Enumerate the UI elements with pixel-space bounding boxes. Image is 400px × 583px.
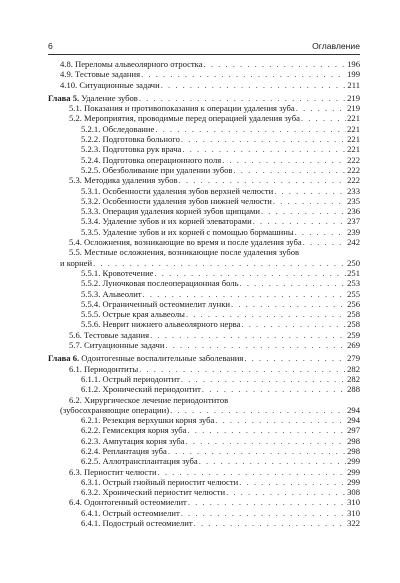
toc-entry-title <box>69 237 302 247</box>
toc-entry[interactable] <box>48 80 360 90</box>
toc-entry[interactable] <box>48 467 360 477</box>
toc-page-number: 299 <box>347 466 360 477</box>
toc-entry-text: 5.2.1. Обследование <box>81 123 155 134</box>
toc-entry-title <box>69 330 149 340</box>
toc-entry[interactable] <box>48 425 360 435</box>
toc-page-number: 298 <box>347 445 360 456</box>
toc-entry[interactable] <box>48 155 360 165</box>
toc-page-number: 222 <box>347 164 360 175</box>
toc-entry-text: 6.3.1. Острый гнойный периостит челюсти <box>81 476 239 487</box>
toc-entry-text: 6.1.2. Хронический периодонтит <box>81 384 201 395</box>
toc-page-number: 269 <box>347 340 360 351</box>
dot-leader <box>181 374 346 384</box>
dot-leader <box>143 289 347 299</box>
toc-entry-text: 6.4. Одонтогенный остеомиелит <box>69 497 187 508</box>
toc-entry[interactable] <box>48 278 360 288</box>
toc-entry[interactable] <box>48 364 360 374</box>
dot-leader <box>261 206 346 216</box>
toc-page-number: 258 <box>347 319 360 330</box>
dot-leader <box>186 436 346 446</box>
toc-entry-text: 6.2.4. Реплантация зуба <box>81 445 167 456</box>
toc-entry-title <box>60 405 169 415</box>
toc-entry-text: 5.3.5. Удаление зубов и их корней с помощью бормашины <box>81 226 294 237</box>
dot-leader <box>204 59 347 69</box>
toc-entry[interactable] <box>48 299 360 309</box>
toc-entry-text: 5.5.6. Неврит нижнего альвеолярного нерва <box>81 319 241 330</box>
toc-entry-text: 6.4.1. Подострый остеомиелит <box>81 518 193 529</box>
toc-page-number: 288 <box>347 384 360 395</box>
toc-entry[interactable] <box>48 330 360 340</box>
toc-entry-title <box>81 319 240 329</box>
toc-page-number: 222 <box>347 154 360 165</box>
dot-leader <box>226 487 346 497</box>
toc-entry-text: 5.3.2. Особенности удаления зубов нижней челюсти <box>81 195 272 206</box>
toc-entry-text: 4.10. Ситуационные задачи <box>60 79 160 90</box>
toc-entry-text: 5.5.2. Луночковая послеоперационная боль <box>81 278 239 289</box>
toc-page-number: 298 <box>347 435 360 446</box>
dot-leader <box>141 69 346 79</box>
toc-entry-text: 5.1. Показания и противопоказания к операции удаления зуба <box>69 103 295 114</box>
toc-entry[interactable] <box>48 175 360 185</box>
toc-entry[interactable] <box>48 374 360 384</box>
toc-page-number: 239 <box>347 226 360 237</box>
toc-entry[interactable] <box>48 508 360 518</box>
toc-entry-title <box>69 247 299 257</box>
toc-entry-title <box>69 175 178 185</box>
toc-entry-title <box>60 80 160 90</box>
chapter-label: Глава 6. <box>48 353 80 364</box>
dot-leader <box>303 237 346 247</box>
toc-entry-title <box>48 353 243 363</box>
toc-page-number: 282 <box>347 363 360 374</box>
toc-entry-title <box>69 103 295 113</box>
toc-entry-text: 5.5. Местные осложнения, возникающие после удаления зубов <box>69 247 300 258</box>
dot-leader <box>253 216 346 226</box>
toc-entry-text: 6.2.3. Ампутация корня зуба <box>81 435 185 446</box>
running-header <box>48 40 360 55</box>
toc-entry[interactable] <box>48 487 360 497</box>
toc-entry[interactable] <box>48 309 360 319</box>
toc-entry[interactable] <box>48 69 360 79</box>
toc-entry[interactable] <box>48 436 360 446</box>
toc-entry-title <box>69 467 157 477</box>
toc-entry[interactable] <box>48 405 360 415</box>
toc-entry-title <box>81 216 252 226</box>
toc-entry[interactable] <box>48 518 360 528</box>
toc-entry-text: 5.5.4. Ограниченный остеомиелит лунки <box>81 298 231 309</box>
dot-leader <box>181 508 346 518</box>
toc-entry-text: 6.2.2. Гемисекция корня зуба <box>81 425 187 436</box>
toc-page-number: 251 <box>347 267 360 278</box>
toc-page-number: 221 <box>347 134 360 145</box>
toc-entry-text: 6.1. Периодонтиты <box>69 363 139 374</box>
toc-entry[interactable] <box>48 247 360 257</box>
toc-page-number: 219 <box>347 92 360 103</box>
toc-entry-title <box>81 309 185 319</box>
dot-leader <box>295 227 347 237</box>
toc-page-number: 256 <box>347 298 360 309</box>
dot-leader <box>202 384 346 394</box>
toc-entry-text: 5.5.1. Кровотечение <box>81 267 154 278</box>
toc-entry-title <box>81 508 180 518</box>
dot-leader <box>301 113 346 123</box>
toc-entry[interactable] <box>48 415 360 425</box>
toc-entry-title <box>81 374 180 384</box>
toc-page-number: 237 <box>347 216 360 227</box>
dot-leader <box>93 258 346 268</box>
running-title: Оглавление <box>312 41 360 51</box>
toc-entry-title <box>81 206 260 216</box>
toc-page-number: 221 <box>347 113 360 124</box>
toc-entry-text: и корней <box>60 257 93 268</box>
toc-page-number: 294 <box>347 415 360 426</box>
toc-entry-title <box>81 299 230 309</box>
toc-entry-title <box>81 518 193 528</box>
toc-entry-text: 6.2.5. Аллотрансплантация зуба <box>81 456 198 467</box>
dot-leader <box>233 165 346 175</box>
dot-leader <box>155 268 347 278</box>
toc-entry[interactable] <box>48 258 360 268</box>
toc-entry[interactable] <box>48 319 360 329</box>
toc-entry-title <box>81 384 201 394</box>
toc-entry-text: 6.3.2. Хронический периостит челюсти <box>81 487 226 498</box>
dot-leader <box>165 340 346 350</box>
toc-page-number: 222 <box>347 175 360 186</box>
toc-entry-title <box>81 278 239 288</box>
toc-entry-text: 5.5.5. Острые края альвеолы <box>81 309 185 320</box>
toc-entry-title <box>81 425 186 435</box>
toc-chapter-entry[interactable] <box>48 353 360 363</box>
dot-leader <box>186 309 346 319</box>
toc-entry-title <box>81 446 167 456</box>
toc-entry-text: 5.3. Методика удаления зубов <box>69 175 178 186</box>
toc-entry-text: 4.8. Переломы альвеолярного отростка <box>60 59 203 69</box>
dot-leader <box>231 299 346 309</box>
toc-entry-text: 5.4. Осложнения, возникающие во время и после удаления зуба <box>69 237 302 248</box>
toc-page-number: 297 <box>347 425 360 436</box>
toc-entry-title <box>81 477 238 487</box>
toc-entry[interactable] <box>48 446 360 456</box>
toc-entry[interactable] <box>48 113 360 123</box>
toc-entry[interactable] <box>48 456 360 466</box>
toc-page-number: 242 <box>347 237 360 248</box>
toc-entry[interactable] <box>48 144 360 154</box>
toc-entry[interactable] <box>48 206 360 216</box>
dot-leader <box>179 175 347 185</box>
toc-page-number: 250 <box>347 257 360 268</box>
toc-page-number: 233 <box>347 185 360 196</box>
toc-entry[interactable] <box>48 196 360 206</box>
toc-page-number: 310 <box>347 497 360 508</box>
toc-entry[interactable] <box>48 216 360 226</box>
toc-page-number: 255 <box>347 288 360 299</box>
dot-leader <box>139 364 346 374</box>
toc-entry[interactable] <box>48 103 360 113</box>
toc-entry-text: 6.3. Периостит челюсти <box>69 466 157 477</box>
dot-leader <box>273 196 346 206</box>
toc-entry-text: 5.6. Тестовые задания <box>69 329 150 340</box>
toc-entry-title <box>81 289 142 299</box>
toc-entry-text: 6.1.1. Острый периодонтит <box>81 373 180 384</box>
toc-page-number: 253 <box>347 278 360 289</box>
toc-entry-text: 5.2. Мероприятия, проводимые перед операцией удаления зуба <box>69 113 300 124</box>
toc-entry-title <box>81 124 154 134</box>
toc-page-number: 308 <box>347 487 360 498</box>
dot-leader <box>244 353 346 363</box>
toc-entry-title <box>69 395 228 405</box>
toc-entry[interactable] <box>48 268 360 278</box>
dot-leader <box>139 93 346 103</box>
toc-entry-text: Удаление зубов <box>79 92 138 103</box>
toc-entry-text: 5.2.5. Обезболивание при удалении зубов <box>81 164 233 175</box>
toc-entry-title <box>81 144 181 154</box>
toc-page-number: 221 <box>347 144 360 155</box>
toc-entry[interactable] <box>48 124 360 134</box>
dot-leader <box>194 518 346 528</box>
dot-leader <box>222 155 346 165</box>
toc-entry[interactable] <box>48 134 360 144</box>
toc-entry-title <box>81 155 221 165</box>
toc-page-number: 299 <box>347 456 360 467</box>
toc-entry-title <box>81 436 185 446</box>
toc-entry-title <box>69 113 300 123</box>
toc-entry-text: 6.4.1. Острый остеомиелит <box>81 507 180 518</box>
toc-entry[interactable] <box>48 477 360 487</box>
dot-leader <box>181 134 346 144</box>
toc-entry-title <box>69 497 187 507</box>
dot-leader <box>170 405 346 415</box>
dot-leader <box>155 124 346 134</box>
toc-entry-title <box>81 268 154 278</box>
toc-entry-title <box>69 364 138 374</box>
table-of-contents <box>48 59 360 528</box>
toc-page-number: 196 <box>347 59 360 69</box>
toc-entry-text: 5.3.1. Особенности удаления зубов верхней челюсти <box>81 185 274 196</box>
toc-entry-text: 5.5.3. Альвеолит <box>81 288 142 299</box>
toc-entry-text: 6.2.1. Резекция верхушки корня зуба <box>81 415 215 426</box>
dot-leader <box>161 80 347 90</box>
toc-page-number: 279 <box>347 353 360 364</box>
toc-entry-text: 5.2.4. Подготовка операционного поля <box>81 154 222 165</box>
dot-leader <box>239 477 346 487</box>
toc-page-number: 236 <box>347 206 360 217</box>
toc-entry-text: 4.9. Тестовые задания <box>60 69 141 80</box>
toc-entry-title <box>81 134 180 144</box>
toc-entry[interactable] <box>48 497 360 507</box>
toc-page-number: 310 <box>347 507 360 518</box>
toc-entry-text: 5.3.3. Операция удаления корней зубов щипцами <box>81 206 260 217</box>
dot-leader <box>150 330 346 340</box>
dot-leader <box>215 415 346 425</box>
toc-entry[interactable] <box>48 395 360 405</box>
toc-page-number: 258 <box>347 309 360 320</box>
toc-entry-text: 5.3.4. Удаление зубов и их корней элеваторами <box>81 216 252 227</box>
dot-leader <box>182 144 346 154</box>
dot-leader <box>168 446 346 456</box>
toc-entry[interactable] <box>48 237 360 247</box>
toc-entry[interactable] <box>48 227 360 237</box>
toc-entry-text: 5.2.2. Подготовка больного <box>81 134 180 145</box>
dot-leader <box>241 319 346 329</box>
dot-leader <box>187 425 346 435</box>
dot-leader <box>296 103 346 113</box>
toc-entry-title <box>81 456 198 466</box>
toc-entry-text: (зубосохраняющие операции) <box>60 404 170 415</box>
toc-entry[interactable] <box>48 59 360 69</box>
toc-entry-title <box>69 340 164 350</box>
toc-page-number: 282 <box>347 373 360 384</box>
dot-leader <box>158 467 347 477</box>
toc-entry-text: 5.7. Ситуационные задачи <box>69 340 165 351</box>
toc-entry[interactable] <box>48 340 360 350</box>
page-number: 6 <box>48 41 53 51</box>
toc-entry-title <box>81 227 294 237</box>
toc-entry[interactable] <box>48 165 360 175</box>
toc-page-number: 199 <box>347 69 360 80</box>
toc-entry-title <box>81 196 272 206</box>
toc-page-number: 219 <box>347 103 360 114</box>
toc-entry[interactable] <box>48 384 360 394</box>
dot-leader <box>199 456 346 466</box>
toc-entry-title <box>60 69 140 79</box>
toc-entry-title <box>81 487 225 497</box>
chapter-label: Глава 5. <box>48 92 80 103</box>
dot-leader <box>188 497 346 507</box>
toc-entry-title <box>60 59 203 69</box>
toc-entry[interactable] <box>48 289 360 299</box>
toc-page-number: 299 <box>347 476 360 487</box>
toc-entry-title <box>48 93 138 103</box>
toc-entry-title <box>81 165 232 175</box>
toc-entry-title <box>81 186 273 196</box>
toc-page-number: 235 <box>347 195 360 206</box>
toc-entry-text: Одонтогенные воспалительные заболевания <box>79 353 244 364</box>
toc-page-number: 322 <box>347 518 360 529</box>
toc-entry-title <box>81 415 214 425</box>
dot-leader <box>274 186 346 196</box>
toc-page-number: 259 <box>347 329 360 340</box>
toc-page-number: 221 <box>347 123 360 134</box>
toc-chapter-entry[interactable] <box>48 93 360 103</box>
toc-entry-text: 6.2. Хирургическое лечение периодонтитов <box>69 394 229 405</box>
toc-page-number: 294 <box>347 404 360 415</box>
toc-page-number: 211 <box>347 79 360 90</box>
dot-leader <box>240 278 347 288</box>
toc-entry[interactable] <box>48 186 360 196</box>
toc-entry-title <box>60 258 92 268</box>
toc-entry-text: 5.2.3. Подготовка рук врача <box>81 144 182 155</box>
